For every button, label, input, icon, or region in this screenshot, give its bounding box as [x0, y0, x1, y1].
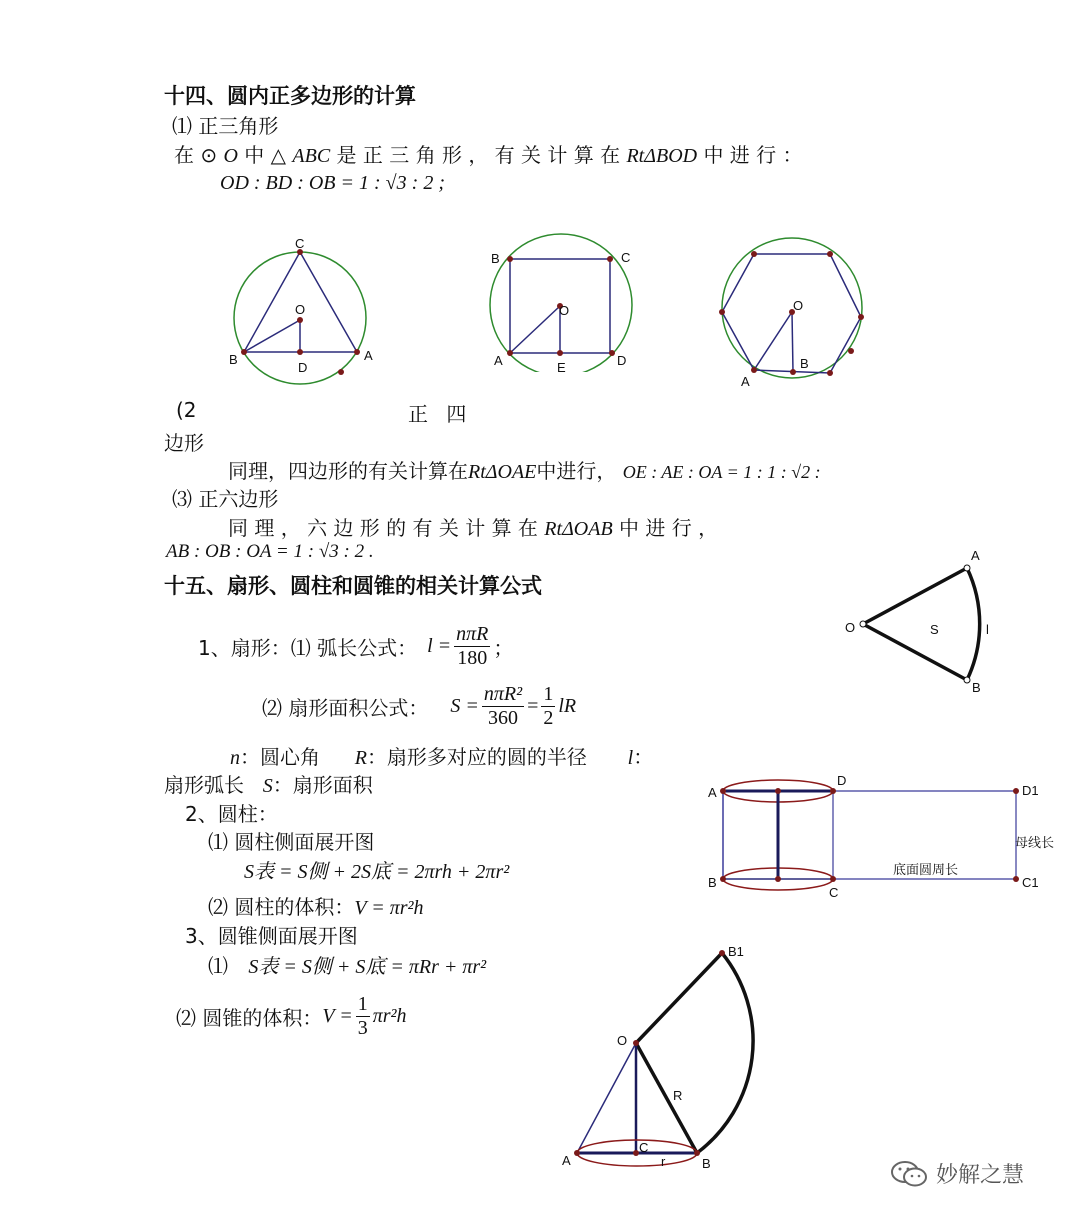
- sector-area-formula: ⑵ 扇形面积公式： S = $\frac{\text{nπR²}}{360}$ = $\frac{1}{2}$ lR: [262, 683, 577, 729]
- label-D: D: [837, 773, 847, 788]
- subsection-square-suffix: 边形: [164, 431, 204, 455]
- cone-surface-line: ⑴ S表 = S侧 + S底 = πRr + πr²: [208, 954, 487, 978]
- label-base-circumference: 底面圆周长: [893, 862, 959, 877]
- hexagon-ratio-formula: AB : OB : OA = 1 : √3 : 2 .: [166, 541, 374, 562]
- label-O: O: [617, 1033, 628, 1048]
- label-C: C: [829, 885, 839, 900]
- label-O: O: [559, 303, 570, 318]
- label-B: B: [800, 356, 809, 371]
- arc-length-formula: 1、扇形：⑴ 弧长公式： l = $\frac{\text{nπR}}{180}$ ；: [198, 623, 514, 669]
- label-E: E: [557, 360, 566, 372]
- label-A: A: [494, 353, 503, 368]
- label-A: A: [562, 1153, 571, 1168]
- cylinder-heading: 2、圆柱：: [185, 802, 278, 826]
- subsection-hexagon-title: ⑶ 正六边形: [172, 487, 279, 511]
- subsection-square-word: 正 四: [408, 402, 473, 426]
- label-D: D: [298, 360, 308, 375]
- label-C1: C1: [1022, 875, 1039, 890]
- cylinder-lateral-title: ⑴ 圆柱侧面展开图: [208, 830, 375, 854]
- label-D1: D1: [1022, 783, 1039, 798]
- figure-sector: [838, 545, 1018, 700]
- label-O: O: [295, 302, 306, 317]
- watermark: [890, 1158, 1024, 1189]
- cylinder-surface-formula: S表 = S侧 + 2S底 = 2πrh + 2πr²: [244, 861, 510, 883]
- figure-inscribed-triangle: [222, 232, 382, 392]
- hexagon-desc-line: 同 理 ， 六 边 形 的 有 关 计 算 在 RtΔOAB 中 进 行 ，: [228, 516, 719, 540]
- label-C: C: [639, 1140, 649, 1155]
- sector-variables-line1: n：圆心角 R：扇形多对应的圆的半径 l：: [230, 745, 654, 769]
- cone-volume-line: ⑵ 圆锥的体积： V = $\frac{1}{3}$ πr²h: [176, 993, 407, 1039]
- label-C: C: [621, 250, 631, 265]
- label-O: O: [793, 298, 804, 313]
- square-desc-line: 同理，四边形的有关计算在RtΔOAE中进行， OE : AE : OA = 1 : 1 : √2 :: [228, 459, 821, 483]
- label-B1: B1: [728, 944, 744, 959]
- cylinder-volume-line: ⑵ 圆柱的体积：V = πr²h: [208, 895, 424, 919]
- wechat-icon: [890, 1159, 930, 1189]
- label-B: B: [708, 875, 717, 890]
- section-15-title: 十五、扇形、圆柱和圆锥的相关计算公式: [164, 574, 542, 598]
- subsection-square-prefix: (2: [176, 398, 197, 422]
- watermark-text: 妙解之慧: [936, 1163, 1025, 1188]
- label-B: B: [229, 352, 238, 367]
- label-B: B: [491, 251, 500, 266]
- subsection-triangle-title: ⑴ 正三角形: [172, 114, 279, 138]
- label-r: r: [661, 1154, 666, 1169]
- label-C: C: [295, 236, 305, 251]
- label-A: A: [364, 348, 373, 363]
- figure-inscribed-square: [485, 232, 640, 372]
- label-O: O: [845, 620, 856, 635]
- triangle-desc-line: 在 ⊙ O 中 △ ABC 是 正 三 角 形 ， 有 关 计 算 在 RtΔBOD 中 进 行 ：: [174, 143, 803, 167]
- label-generatrix: 母线长: [1015, 835, 1055, 850]
- label-A: A: [708, 785, 717, 800]
- label-A: A: [741, 374, 750, 389]
- label-l: l: [986, 622, 989, 637]
- figure-inscribed-hexagon: [715, 232, 875, 392]
- label-B: B: [972, 680, 981, 695]
- label-R: R: [673, 1088, 683, 1103]
- label-D: D: [617, 353, 627, 368]
- figure-cone: [555, 940, 785, 1180]
- section-14-title: 十四、圆内正多边形的计算: [164, 84, 416, 108]
- label-S: S: [930, 622, 939, 637]
- cone-heading: 3、圆锥侧面展开图: [185, 924, 358, 948]
- figure-cylinder: [700, 770, 1070, 900]
- triangle-ratio-formula: OD : BD : OB = 1 : √3 : 2 ;: [220, 172, 445, 194]
- label-B: B: [702, 1156, 711, 1171]
- label-A: A: [971, 548, 980, 563]
- sector-variables-line2: 扇形弧长 S：扇形面积: [164, 773, 373, 797]
